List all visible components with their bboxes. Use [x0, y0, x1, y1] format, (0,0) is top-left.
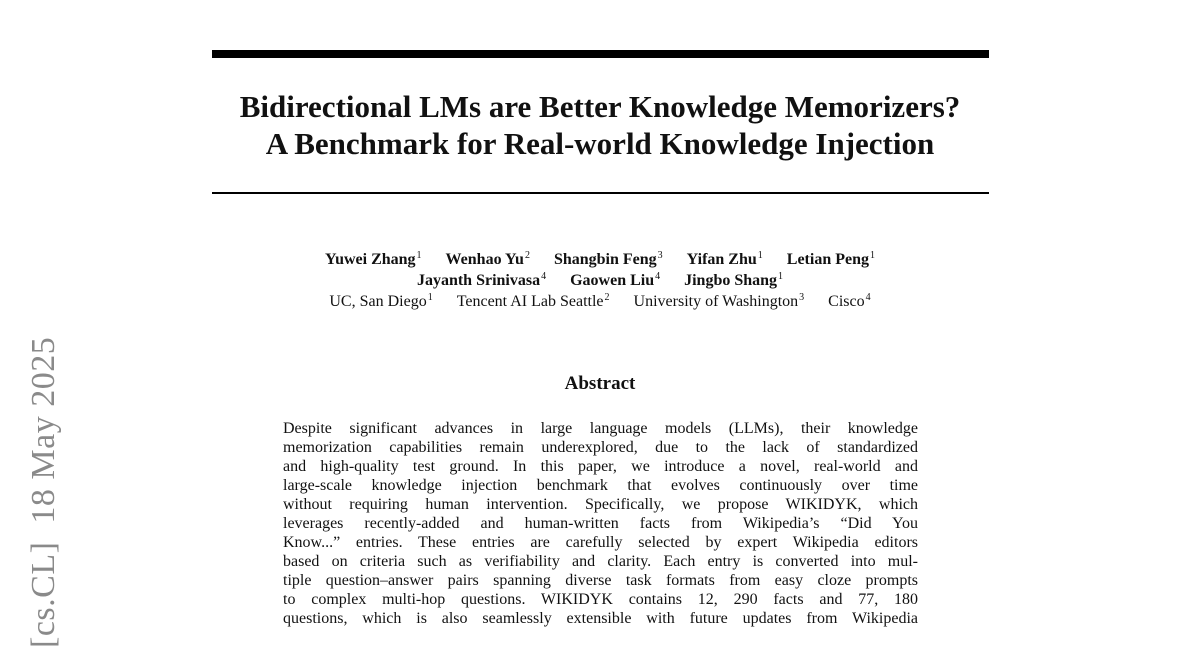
author-name: Jingbo Shang$^1$: [684, 271, 784, 289]
title-line-2: A Benchmark for Real-world Knowledge Injection: [265, 126, 935, 161]
abstract-line: tiple question–answer pairs spanning diverse task formats from easy cloze prompts: [283, 572, 918, 589]
author-line-1: [200, 249, 1000, 270]
paper-title: [200, 88, 1000, 162]
bottom-rule: [212, 192, 989, 194]
title-line-1: Bidirectional LMs are Better Knowledge Memorizers?: [239, 89, 961, 124]
abstract-line: based on criteria such as verifiability and clarity. Each entry is converted into mul-: [283, 553, 918, 570]
abstract-line: Know...” entries. These entries are carefully selected by expert Wikipedia editors: [283, 534, 918, 551]
arxiv-date: 18 May 2025: [25, 336, 62, 524]
abstract-line: without requiring human intervention. Specifically, we propose WIKIDYK, which: [283, 496, 918, 513]
abstract-line: large-scale knowledge injection benchmark that evolves continuously over time: [283, 477, 918, 494]
abstract-line: and high-quality test ground. In this paper, we introduce a novel, real-world and: [283, 458, 918, 475]
affiliation: University of Washington$^3$: [633, 292, 805, 310]
abstract-line: memorization capabilities remain underexplored, due to the lack of standardized: [283, 439, 918, 456]
author-name: Letian Peng$^1$: [786, 250, 875, 268]
abstract-line: Despite significant advances in large language models (LLMs), their knowledge: [283, 420, 918, 437]
author-name: Yifan Zhu$^1$: [686, 250, 763, 268]
author-line-2: [200, 270, 1000, 291]
abstract-line: leverages recently-added and human-written facts from Wikipedia’s “Did You: [283, 515, 918, 532]
author-name: Gaowen Liu$^4$: [570, 271, 661, 289]
affiliation: Cisco$^4$: [828, 292, 871, 310]
author-name: Jayanth Srinivasa$^4$: [416, 271, 547, 289]
author-name: Wenhao Yu$^2$: [445, 250, 530, 268]
affiliation: UC, San Diego$^1$: [329, 292, 433, 310]
affiliation-line: [200, 291, 1000, 312]
author-name: Shangbin Feng$^3$: [553, 250, 663, 268]
author-name: Yuwei Zhang$^1$: [324, 250, 422, 268]
abstract-line: questions, which is also seamlessly extensible with future updates from Wikipedia: [283, 610, 918, 627]
arxiv-category: [cs.CL]: [25, 541, 62, 648]
abstract-body: [283, 419, 918, 628]
abstract-line: to complex multi-hop questions. WIKIDYK contains 12, 290 facts and 77, 180: [283, 591, 918, 608]
author-block: [200, 249, 1000, 312]
abstract-heading: Abstract: [564, 373, 636, 394]
arxiv-stamp: [24, 337, 64, 648]
top-rule: [212, 50, 989, 58]
affiliation: Tencent AI Lab Seattle$^2$: [456, 292, 610, 310]
